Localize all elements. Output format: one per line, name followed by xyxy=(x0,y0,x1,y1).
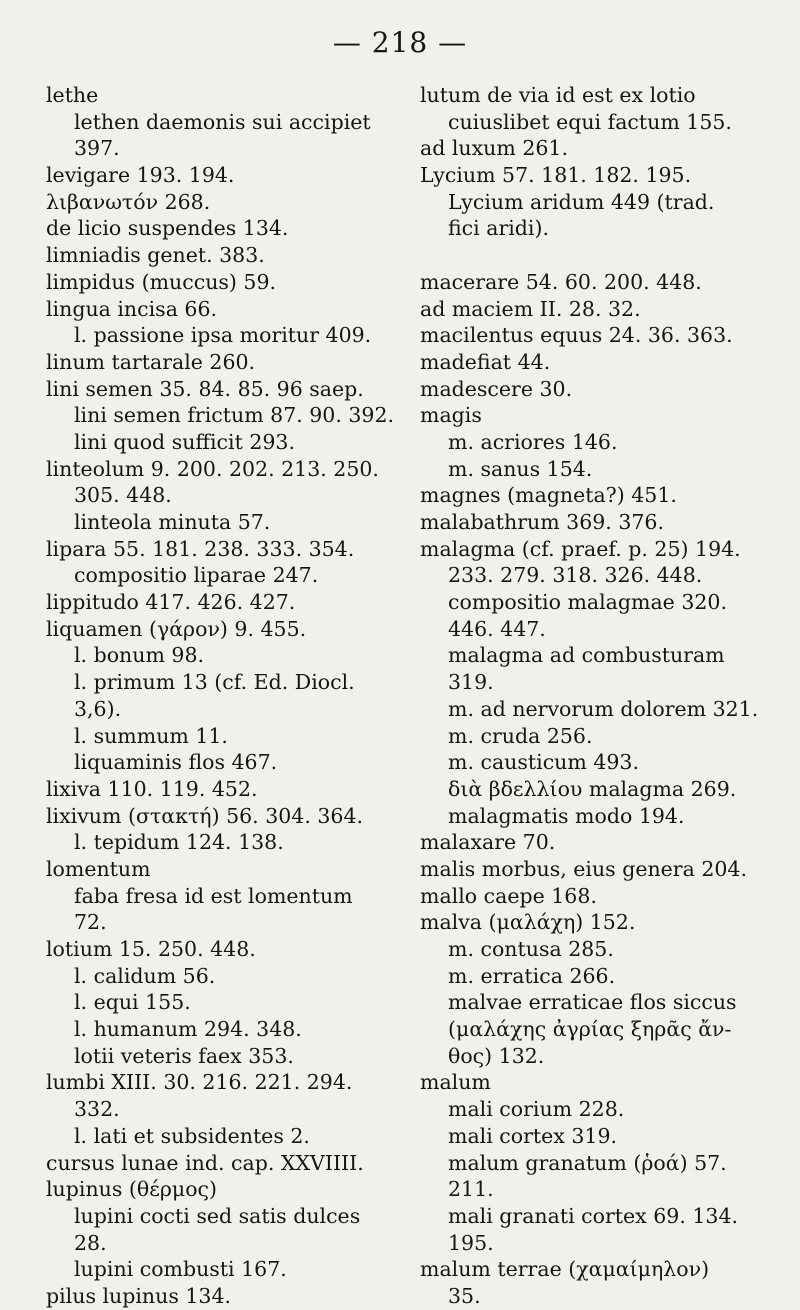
index-entry: l. passione ipsa moritur 409. xyxy=(74,323,372,348)
index-entry: compositio malagmae 320. xyxy=(448,590,727,615)
index-entry: linteola minuta 57. xyxy=(74,510,271,534)
index-entry: malis morbus, eius genera 204. xyxy=(420,856,747,881)
index-entry: m. contusa 285. xyxy=(448,937,614,961)
index-entry: θος) 132. xyxy=(448,1043,545,1068)
index-entry: malum granatum (ῥοά) 57. xyxy=(448,1150,727,1175)
index-entry: 397. xyxy=(74,136,120,161)
index-entry: linum tartarale 260. xyxy=(46,349,256,374)
index-entry: lixivum (στακτή) 56. 304. 364. xyxy=(46,803,364,828)
index-entry: m. ad nervorum dolorem 321. xyxy=(448,696,759,721)
index-entry: liquamen (γάρον) 9. 455. xyxy=(46,616,307,641)
index-entry: madescere 30. xyxy=(420,376,573,401)
index-entry: lomentum xyxy=(46,856,151,881)
right-column xyxy=(420,82,770,1310)
index-entry: Lycium aridum 449 (trad. xyxy=(448,189,715,214)
index-entry: m. acriores 146. xyxy=(448,429,618,454)
index-entry: 195. xyxy=(448,1230,494,1255)
index-entry: διὰ βδελλίου malagma 269. xyxy=(448,776,737,801)
index-entry: l. primum 13 (cf. Ed. Diocl. xyxy=(74,670,355,695)
index-entry: fici aridi). xyxy=(448,216,549,241)
index-entry: ad maciem II. 28. 32. xyxy=(420,296,641,321)
index-entry: de licio suspendes 134. xyxy=(46,216,289,241)
index-entry: macerare 54. 60. 200. 448. xyxy=(420,269,702,294)
index-entry: m. causticum 493. xyxy=(448,750,639,775)
index-entry: 211. xyxy=(448,1177,494,1202)
index-entry: ad luxum 261. xyxy=(420,136,568,161)
index-entry: lupinus (θέρμος) xyxy=(46,1177,218,1202)
index-entry: madefiat 44. xyxy=(420,349,551,374)
left-column xyxy=(46,82,396,1310)
index-entry: lupini combusti 167. xyxy=(74,1257,287,1282)
index-entry: 72. xyxy=(74,910,107,935)
index-entry: 35. xyxy=(448,1283,481,1308)
index-entry: lutum de via id est ex lotio xyxy=(420,83,696,107)
index-entry: malum xyxy=(420,1070,491,1095)
index-entry: lini semen frictum 87. 90. 392. xyxy=(74,403,395,428)
index-entry: lumbi XIII. 30. 216. 221. 294. xyxy=(46,1070,353,1095)
index-entry: 305. 448. xyxy=(74,483,172,508)
index-entry: lingua incisa 66. xyxy=(46,296,218,321)
index-entry: 233. 279. 318. 326. 448. xyxy=(448,563,703,588)
index-entry: malva (μαλάχη) 152. xyxy=(420,910,636,935)
index-entry: pilus lupinus 134. xyxy=(46,1283,232,1308)
index-entry: mali granati cortex 69. 134. xyxy=(448,1203,739,1228)
index-entry: mali cortex 319. xyxy=(448,1123,618,1148)
index-entry: linteolum 9. 200. 202. 213. 250. xyxy=(46,456,379,481)
index-entry: levigare 193. 194. xyxy=(46,163,235,188)
index-entry: mali corium 228. xyxy=(448,1097,625,1122)
index-entry: λιβανωτόν 268. xyxy=(46,189,211,214)
index-entry: malagma ad combusturam xyxy=(448,643,725,668)
index-entry: Lycium 57. 181. 182. 195. xyxy=(420,163,692,188)
index-entry: lipara 55. 181. 238. 333. 354. xyxy=(46,536,355,561)
index-entry: l. tepidum 124. 138. xyxy=(74,830,284,855)
index-entry: 3,6). xyxy=(74,696,122,721)
index-entry: lippitudo 417. 426. 427. xyxy=(46,590,296,615)
index-entry: (μαλάχης ἀγρίας ξηρᾶς ἄν- xyxy=(448,1017,732,1042)
index-entry: cursus lunae ind. cap. XXVIIII. xyxy=(46,1150,364,1175)
index-entry: compositio liparae 247. xyxy=(74,563,319,588)
index-entry: m. sanus 154. xyxy=(448,456,593,481)
index-entry: malagmatis modo 194. xyxy=(448,803,685,828)
index-entry: l. equi 155. xyxy=(74,990,191,1015)
index-entry: 446. 447. xyxy=(448,616,546,641)
index-entry: m. erratica 266. xyxy=(448,963,616,988)
index-entry: lotii veteris faex 353. xyxy=(74,1043,294,1068)
index-entry: faba fresa id est lomentum xyxy=(74,883,353,908)
index-entry: malagma (cf. praef. p. 25) 194. xyxy=(420,536,741,561)
index-entry: limniadis genet. 383. xyxy=(46,243,265,268)
index-entry: cuiuslibet equi factum 155. xyxy=(448,109,732,134)
index-entry: magis xyxy=(420,403,482,428)
index-entry: lethe xyxy=(46,83,99,107)
index-entry: m. cruda 256. xyxy=(448,723,593,748)
index-entry: liquaminis flos 467. xyxy=(74,750,278,775)
index-entry: 319. xyxy=(448,670,494,695)
index-entry: lini quod sufficit 293. xyxy=(74,429,295,454)
index-entry xyxy=(420,242,770,269)
index-entry: l. bonum 98. xyxy=(74,643,205,668)
index-entry: lini semen 35. 84. 85. 96 saep. xyxy=(46,376,364,401)
index-entry: lotium 15. 250. 448. xyxy=(46,937,256,961)
index-entry: l. humanum 294. 348. xyxy=(74,1017,302,1042)
index-entry: malvae erraticae flos siccus xyxy=(448,990,737,1015)
index-entry: malum terrae (χαμαίμηλον) xyxy=(420,1257,710,1282)
index-entry: limpidus (muccus) 59. xyxy=(46,269,277,294)
index-entry: magnes (magneta?) 451. xyxy=(420,483,677,508)
page-number: — 218 — xyxy=(332,26,468,59)
index-entry: lethen daemonis sui accipiet xyxy=(74,109,371,134)
index-entry: lupini cocti sed satis dulces xyxy=(74,1203,361,1228)
index-entry: 332. xyxy=(74,1097,120,1122)
index-entry: l. summum 11. xyxy=(74,723,228,748)
index-entry: 28. xyxy=(74,1230,107,1255)
index-entry: macilentus equus 24. 36. 363. xyxy=(420,323,733,348)
index-entry: lixiva 110. 119. 452. xyxy=(46,776,258,801)
index-entry: malabathrum 369. 376. xyxy=(420,510,664,534)
index-entry: malaxare 70. xyxy=(420,830,556,855)
index-entry: l. lati et subsidentes 2. xyxy=(74,1123,310,1148)
index-entry: mallo caepe 168. xyxy=(420,883,597,908)
index-entry: l. calidum 56. xyxy=(74,963,216,988)
